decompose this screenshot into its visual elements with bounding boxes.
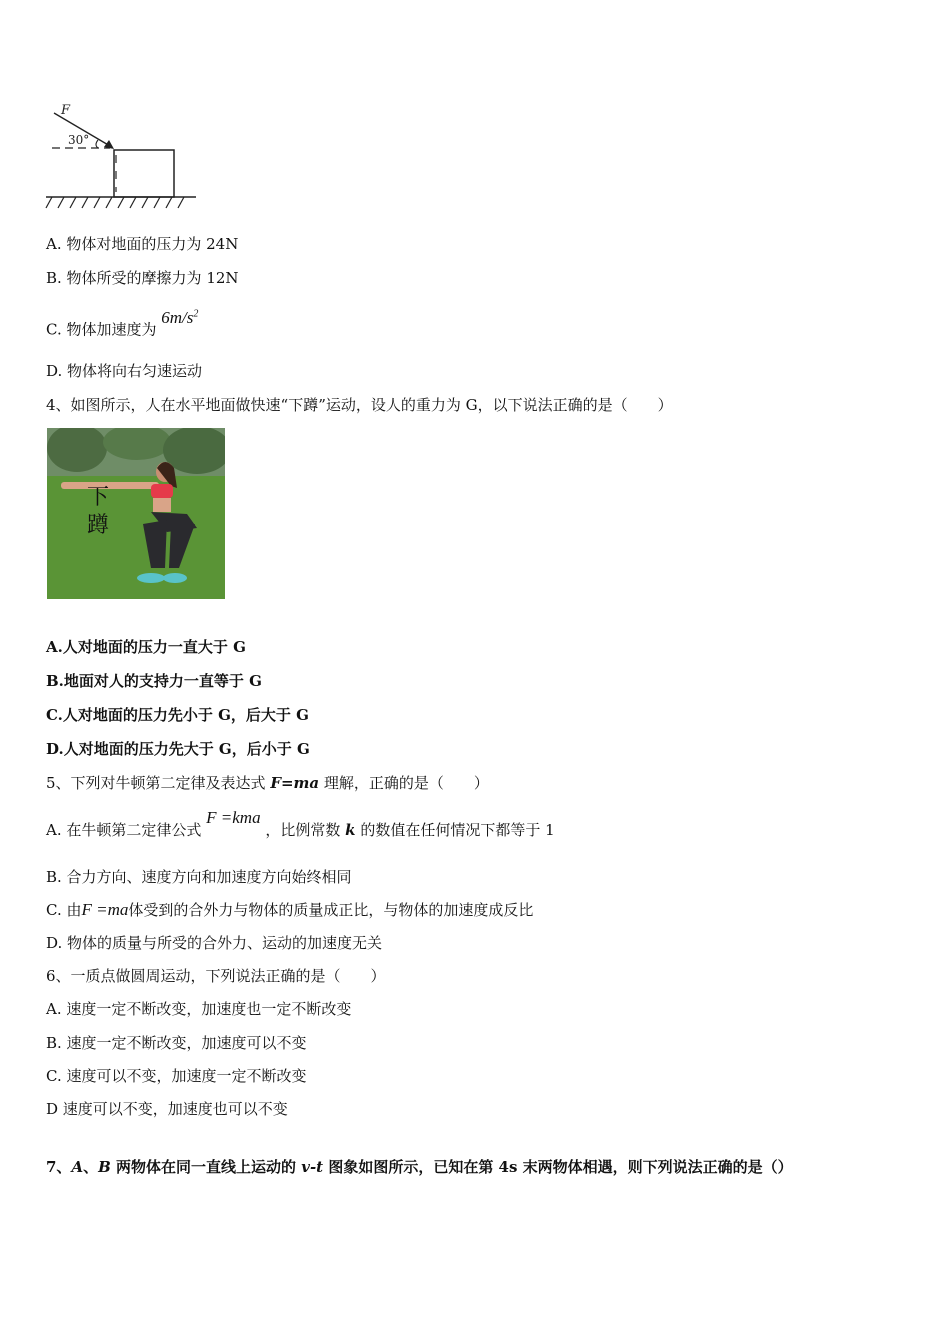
q5-option-c: C. 由F =ma体受到的合外力与物体的质量成正比，与物体的加速度成反比 bbox=[46, 900, 534, 919]
q4-option-b: B.地面对人的支持力一直等于 G bbox=[46, 672, 262, 690]
q7-stem: 7、A、B 两物体在同一直线上运动的 v-t 图象如图所示，已知在第 4s 末两物体相遇，则下列说法正确的是（） bbox=[46, 1158, 793, 1176]
q5-option-a: A. 在牛顿第二定律公式 F =kma ，比例常数 k 的数值在任何情况下都等于 1 bbox=[46, 808, 555, 839]
q5-option-d: D. 物体的质量与所受的合外力、运动的加速度无关 bbox=[46, 934, 383, 952]
q4-option-c: C.人对地面的压力先小于 G，后大于 G bbox=[46, 706, 309, 724]
q4-option-a: A.人对地面的压力一直大于 G bbox=[46, 638, 246, 656]
q6-option-b: B. 速度一定不断改变，加速度可以不变 bbox=[46, 1034, 307, 1052]
force-label: F bbox=[61, 103, 71, 118]
q6-option-c: C. 速度可以不变，加速度一定不断改变 bbox=[46, 1067, 307, 1085]
acceleration-formula: $6m/s^2$ bbox=[161, 307, 199, 327]
q3-option-b: B. 物体所受的摩擦力为 12N bbox=[46, 269, 239, 287]
force-diagram bbox=[44, 100, 204, 212]
q6-stem: 6、一质点做圆周运动，下列说法正确的是（ ） bbox=[46, 967, 386, 985]
q3-option-c: C. 物体加速度为 $6m/s^2$ bbox=[46, 307, 199, 339]
q4-option-d: D.人对地面的压力先大于 G，后小于 G bbox=[46, 740, 310, 758]
q4-stem: 4、如图所示，人在水平地面做快速“下蹲”运动，设人的重力为 G，以下说法正确的是（ ） bbox=[46, 396, 673, 414]
q5-option-b: B. 合力方向、速度方向和加速度方向始终相同 bbox=[46, 868, 352, 886]
q3-option-a: A. 物体对地面的压力为 24N bbox=[46, 235, 239, 253]
ma-formula: F =ma bbox=[81, 900, 129, 919]
q6-option-d: D 速度可以不变，加速度也可以不变 bbox=[46, 1100, 288, 1118]
squat-photo bbox=[47, 428, 225, 599]
kma-formula: F =kma bbox=[206, 808, 261, 827]
q5-stem: 5、下列对牛顿第二定律及表达式 F=ma 理解，正确的是（ ） bbox=[46, 774, 489, 792]
q6-option-a: A. 速度一定不断改变，加速度也一定不断改变 bbox=[46, 1000, 352, 1018]
angle-label: 30° bbox=[68, 133, 90, 147]
q3-option-d: D. 物体将向右匀速运动 bbox=[46, 362, 203, 380]
squat-label-top: 下 bbox=[87, 485, 110, 510]
squat-label-bottom: 蹲 bbox=[87, 513, 110, 538]
